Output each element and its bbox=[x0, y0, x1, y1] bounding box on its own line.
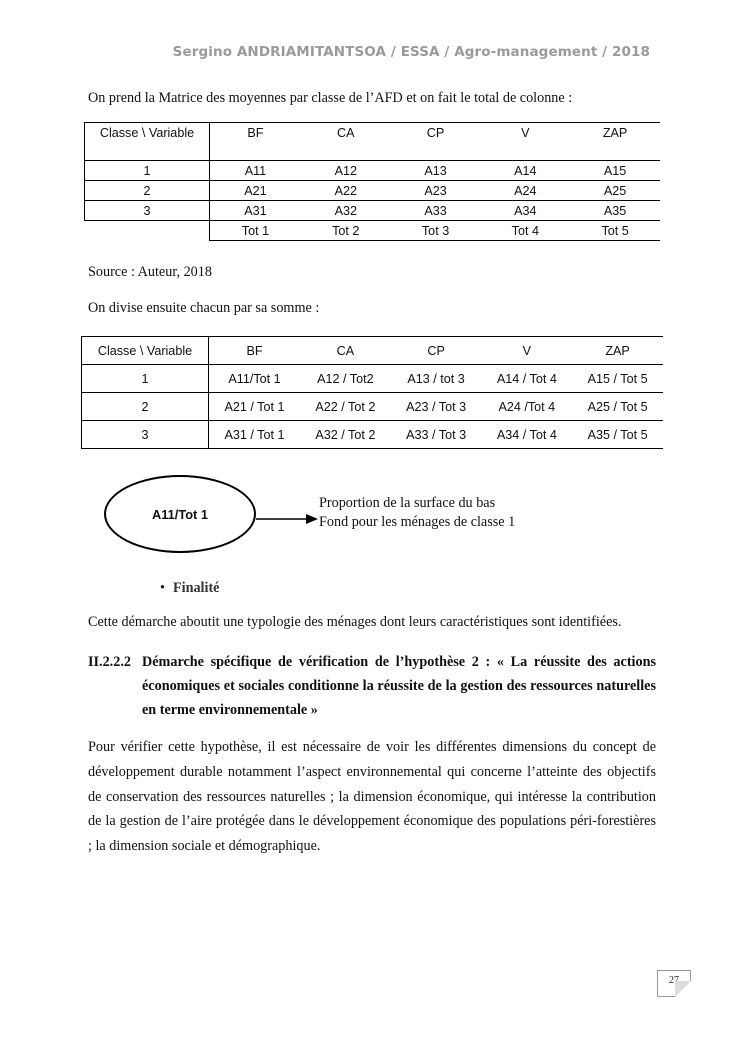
table-cell: 1 bbox=[82, 365, 209, 393]
table-cell: A14 bbox=[480, 161, 570, 181]
table-cell: A12 / Tot2 bbox=[300, 365, 391, 393]
table-cell: A22 bbox=[301, 181, 391, 201]
table-cell: A34 / Tot 4 bbox=[481, 421, 572, 449]
table-header-cell: V bbox=[480, 123, 570, 161]
note-line: Fond pour les ménages de classe 1 bbox=[319, 514, 516, 530]
bullet-item bbox=[160, 580, 219, 597]
section-title: Démarche spécifique de vérification de l’hypothèse 2 : « La réussite des actions économiques et sociales conditionne la réussite de la gestion des ressources naturelles en terme environnementale » bbox=[142, 654, 656, 718]
table-cell: 2 bbox=[82, 393, 209, 421]
table-header-cell: ZAP bbox=[570, 123, 660, 161]
table-header-cell: CA bbox=[301, 123, 391, 161]
table-row bbox=[82, 421, 664, 449]
table-cell: A25 bbox=[570, 181, 660, 201]
table-cell: A23 / Tot 3 bbox=[391, 393, 482, 421]
section-heading bbox=[88, 650, 656, 722]
diagram-note bbox=[319, 494, 515, 532]
table-cell: A32 / Tot 2 bbox=[300, 421, 391, 449]
table-cell: A13 bbox=[391, 161, 481, 181]
table-cell: A24 bbox=[480, 181, 570, 201]
table-cell: 1 bbox=[85, 161, 210, 181]
table-cell: A32 bbox=[301, 201, 391, 221]
page-header: Sergino ANDRIAMITANTSOA / ESSA / Agro-management / 2018 bbox=[172, 44, 650, 60]
table-cell: A35 bbox=[570, 201, 660, 221]
totals-table bbox=[84, 122, 660, 241]
table-cell: A14 / Tot 4 bbox=[481, 365, 572, 393]
table-header-cell: CP bbox=[391, 337, 482, 365]
table-row bbox=[82, 365, 664, 393]
bullet-icon: • bbox=[160, 580, 165, 596]
table-cell: A15 bbox=[570, 161, 660, 181]
table-header-cell: CP bbox=[391, 123, 481, 161]
table-header-cell: ZAP bbox=[572, 337, 663, 365]
ellipse-label: A11/Tot 1 bbox=[152, 506, 208, 522]
table-cell: A15 / Tot 5 bbox=[572, 365, 663, 393]
table-header-cell: V bbox=[481, 337, 572, 365]
table-cell: A34 bbox=[480, 201, 570, 221]
table-cell: A11/Tot 1 bbox=[209, 365, 301, 393]
table-header-cell: BF bbox=[210, 123, 301, 161]
table-cell: A11 bbox=[210, 161, 301, 181]
totals-row bbox=[85, 221, 661, 241]
empty-cell bbox=[85, 221, 210, 241]
table-cell: A21 / Tot 1 bbox=[209, 393, 301, 421]
bullet-label: Finalité bbox=[172, 580, 220, 596]
ratio-ellipse bbox=[104, 475, 256, 553]
intro-text: On prend la Matrice des moyennes par classe de l’AFD et on fait le total de colonne : bbox=[88, 90, 573, 106]
page-number: 27 bbox=[657, 970, 691, 997]
table-header-cell: Classe \ Variable bbox=[82, 337, 209, 365]
table-cell: A22 / Tot 2 bbox=[300, 393, 391, 421]
table-header-cell: BF bbox=[209, 337, 301, 365]
body-paragraph: Pour vérifier cette hypothèse, il est nécessaire de voir les différentes dimensions du concept de développement durable notamment l’aspect environnemental qui concerne l’atteinte des objectifs de conservation des ressources naturelles ; la dimension économique, qui intéresse la contribution de la gestion de l’aire protégée dans le développement économique des populations péri-forestières ; la dimension sociale et démographique. bbox=[88, 739, 656, 855]
source-text: Source : Auteur, 2018 bbox=[88, 264, 212, 280]
table-header-row bbox=[82, 337, 664, 365]
table-cell: A24 /Tot 4 bbox=[481, 393, 572, 421]
table-cell: A25 / Tot 5 bbox=[572, 393, 663, 421]
arrow-right-icon bbox=[256, 512, 318, 526]
total-cell: Tot 5 bbox=[570, 221, 660, 241]
table-cell: A31 / Tot 1 bbox=[209, 421, 301, 449]
total-cell: Tot 3 bbox=[391, 221, 481, 241]
table-cell: A21 bbox=[210, 181, 301, 201]
table-cell: A13 / tot 3 bbox=[391, 365, 482, 393]
table-row bbox=[82, 393, 664, 421]
note-line: Proportion de la surface du bas bbox=[319, 495, 496, 511]
table-cell: A35 / Tot 5 bbox=[572, 421, 663, 449]
table-cell: 2 bbox=[85, 181, 210, 201]
divide-text: On divise ensuite chacun par sa somme : bbox=[88, 300, 320, 316]
table-header-cell: CA bbox=[300, 337, 391, 365]
table-cell: 3 bbox=[85, 201, 210, 221]
total-cell: Tot 2 bbox=[301, 221, 391, 241]
table-cell: A33 bbox=[391, 201, 481, 221]
table-cell: A12 bbox=[301, 161, 391, 181]
total-cell: Tot 4 bbox=[480, 221, 570, 241]
conclusion-text: Cette démarche aboutit une typologie des ménages dont leurs caractéristiques sont identifiées. bbox=[88, 614, 622, 630]
table-row bbox=[85, 201, 661, 221]
table-cell: A23 bbox=[391, 181, 481, 201]
table-row bbox=[85, 181, 661, 201]
table-cell: A31 bbox=[210, 201, 301, 221]
table-header-cell: Classe \ Variable bbox=[85, 123, 210, 161]
table-row bbox=[85, 161, 661, 181]
ratio-table bbox=[81, 336, 663, 449]
table-cell: A33 / Tot 3 bbox=[391, 421, 482, 449]
section-number: II.2.2.2 bbox=[88, 654, 131, 670]
total-cell: Tot 1 bbox=[210, 221, 301, 241]
table-header-row bbox=[85, 123, 661, 161]
table-cell: 3 bbox=[82, 421, 209, 449]
